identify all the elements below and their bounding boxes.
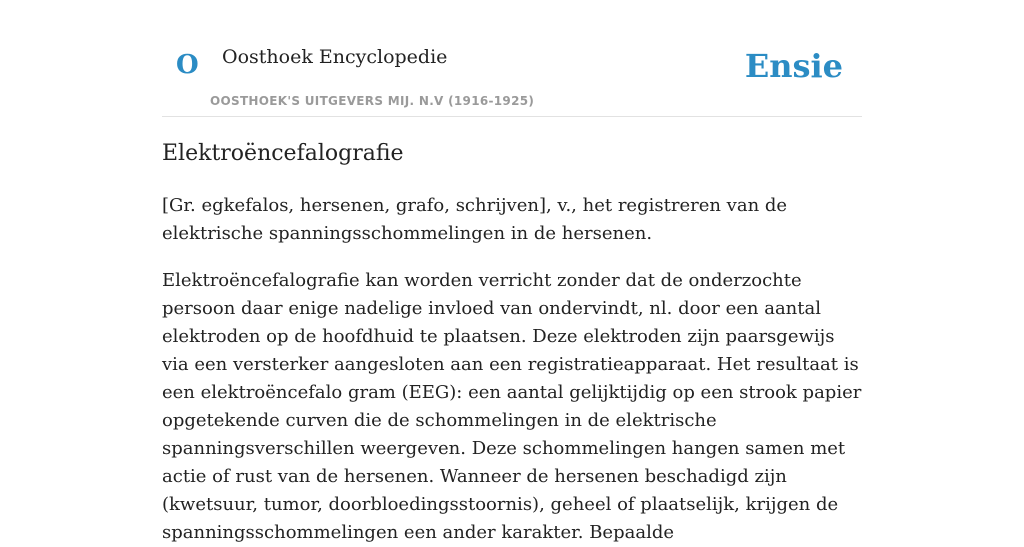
ensie-brand-logo[interactable]: Ensie xyxy=(744,47,843,85)
site-logo[interactable]: O xyxy=(176,50,199,80)
article-title: Elektroëncefalografie xyxy=(162,141,404,166)
article xyxy=(162,138,864,547)
site-title[interactable]: Oosthoek Encyclopedie xyxy=(222,46,448,68)
article-paragraph: Elektroëncefalografie kan worden verricht zonder dat de onderzochte persoon daar enige nadelige invloed van ondervindt, nl. door een aantal elektroden op de hoofdhuid te plaatsen. Deze elektroden zijn paarsgewijs via een versterker aangesloten aan een registratieapparaat. Het resultaat is een elektroëncefalo gram (EEG): een aantal gelijktijdig op een strook papier opgetekende curven die de schommelingen in de elektrische spanningsverschillen weergeven. Deze schommelingen hangen samen met actie of rust van de hersenen. Wanneer de hersenen beschadigd zijn (kwetsuur, tumor, doorbloedingsstoornis), geheel of plaatselijk, krijgen de spanningsschommelingen een ander karakter. Bepaalde xyxy=(162,270,862,543)
article-paragraph: [Gr. egkefalos, hersenen, grafo, schrijven], v., het registreren van de elektrische spanningsschommelingen in de hersenen. xyxy=(162,195,788,244)
site-header xyxy=(162,0,862,117)
publisher-subtitle: OOSTHOEK'S UITGEVERS MIJ. N.V (1916-1925) xyxy=(210,94,535,108)
